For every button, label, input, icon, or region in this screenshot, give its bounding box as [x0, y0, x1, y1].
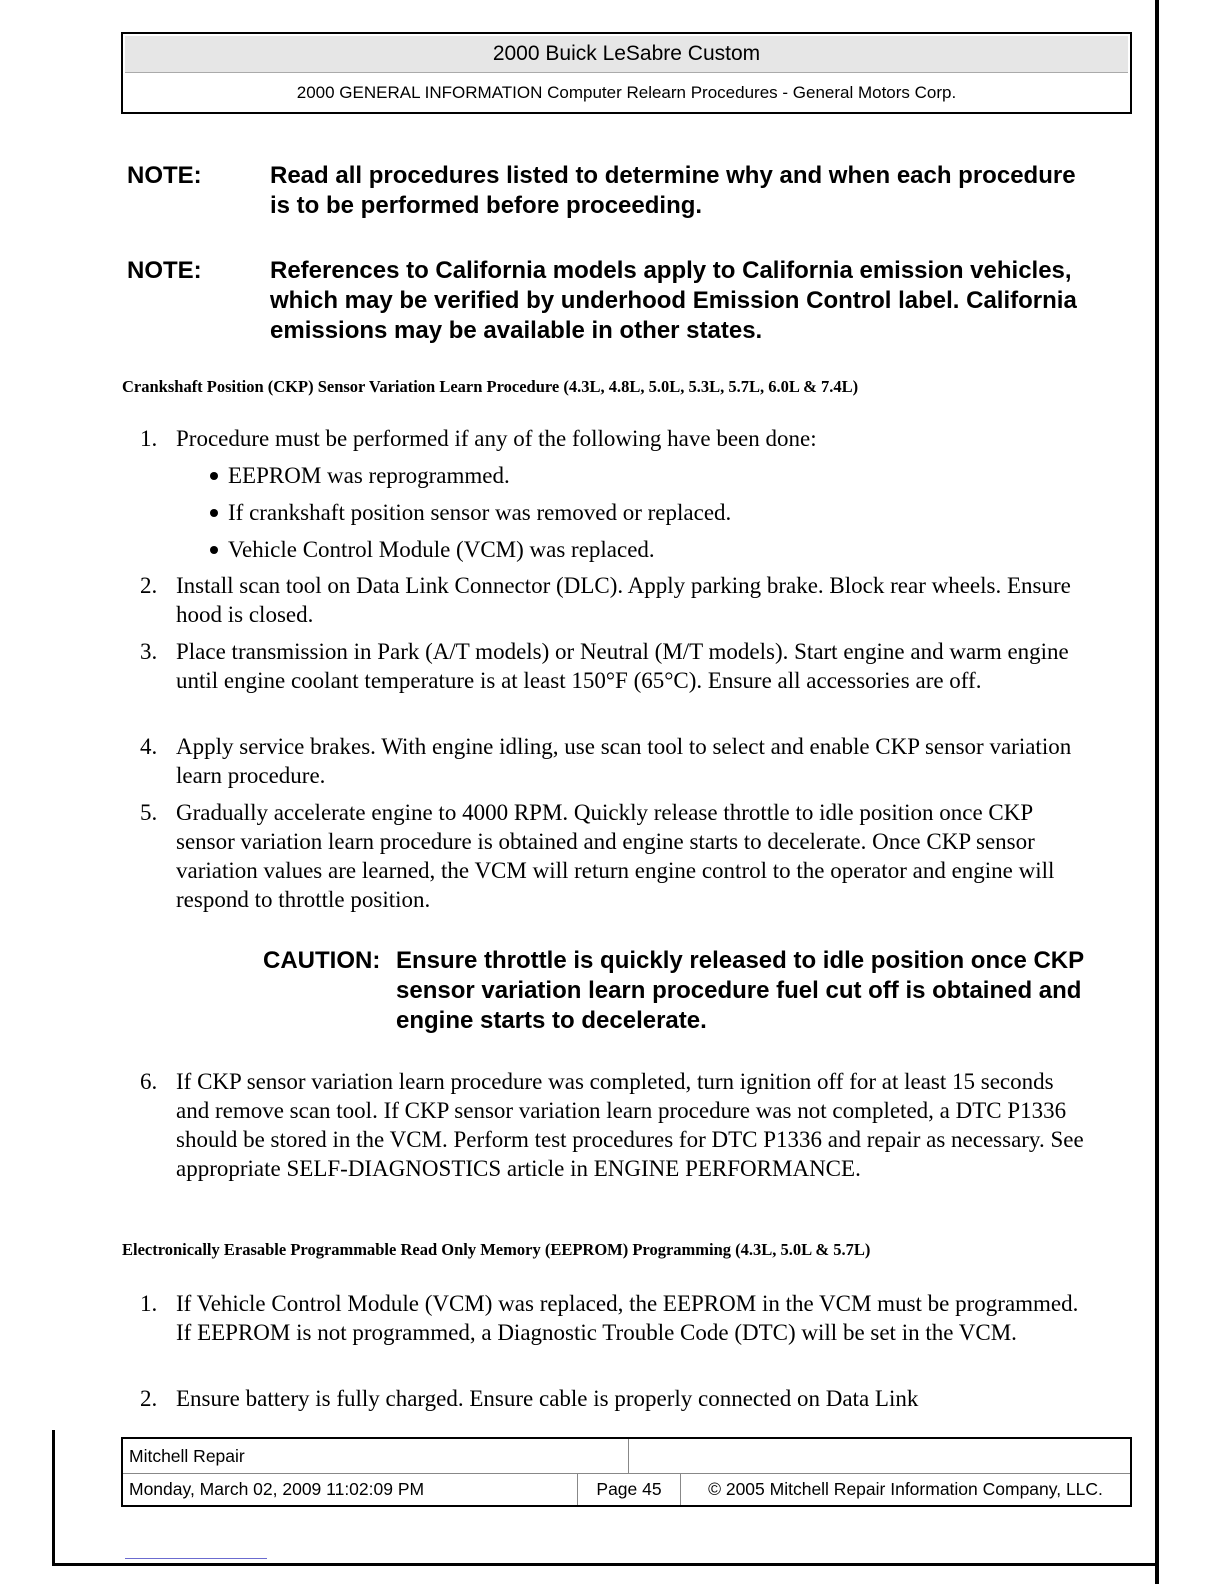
bullet-item	[210, 461, 510, 490]
page-border-right	[1155, 0, 1159, 1584]
caution-text: Ensure throttle is quickly released to idle position once CKP sensor variation learn procedure fuel cut off is obtained and engine starts to decelerate.	[396, 947, 1084, 1034]
bullet-icon	[210, 472, 218, 480]
bullet-text: If crankshaft position sensor was removed or replaced.	[228, 500, 732, 525]
note-label: NOTE:	[127, 257, 202, 284]
note-label: NOTE:	[127, 162, 202, 189]
footer-row-info	[123, 1474, 1130, 1505]
step-number: 1.	[140, 1291, 158, 1316]
bullet-icon	[210, 509, 218, 517]
step-number: 4.	[140, 734, 158, 759]
page-border-left	[52, 1430, 55, 1566]
step-number: 3.	[140, 639, 158, 664]
step-number: 5.	[140, 800, 158, 825]
step-text: Procedure must be performed if any of the following have been done:	[176, 426, 817, 451]
page-border-bottom	[52, 1563, 1159, 1566]
step-text: If CKP sensor variation learn procedure was completed, turn ignition off for at least 15 seconds and remove scan tool. If CKP sensor variation learn procedure was not completed, a DTC P1336 should be stored in the VCM. Perform test procedures for DTC P1336 and repair as necessary. See appropriate SELF-DIAGNOSTICS article in ENGINE PERFORMANCE.	[176, 1069, 1084, 1181]
step-text: Ensure battery is fully charged. Ensure cable is properly connected on Data Link	[176, 1386, 919, 1411]
bullet-icon	[210, 546, 218, 554]
step-number: 2.	[140, 573, 158, 598]
note-text: Read all procedures listed to determine why and when each procedure is to be performed before proceeding.	[270, 162, 1076, 219]
step-number: 1.	[140, 426, 158, 451]
bottom-link-line	[125, 1558, 267, 1559]
footer-row-brand	[123, 1439, 1130, 1474]
bullet-text: Vehicle Control Module (VCM) was replaced.	[228, 537, 655, 562]
document-footer	[121, 1437, 1132, 1507]
footer-copyright: © 2005 Mitchell Repair Information Company, LLC.	[708, 1479, 1103, 1499]
note-text: References to California models apply to California emission vehicles, which may be verified by underhood Emission Control label. California emissions may be available in other states.	[270, 257, 1077, 344]
section-title-eeprom: Electronically Erasable Programmable Read Only Memory (EEPROM) Programming (4.3L, 5.0L & 5.7L)	[122, 1240, 871, 1259]
step-number: 2.	[140, 1386, 158, 1411]
bullet-item	[210, 498, 731, 527]
step-text: If Vehicle Control Module (VCM) was replaced, the EEPROM in the VCM must be programmed. If EEPROM is not programmed, a Diagnostic Trouble Code (DTC) will be set in the VCM.	[176, 1291, 1079, 1345]
bullet-text: EEPROM was reprogrammed.	[228, 463, 510, 488]
caution-label: CAUTION:	[263, 947, 381, 974]
document-header	[121, 32, 1132, 114]
section-title-ckp: Crankshaft Position (CKP) Sensor Variation Learn Procedure (4.3L, 4.8L, 5.0L, 5.3L, 5.7L, 6.0L & 7.4L)	[122, 377, 859, 396]
step-text: Place transmission in Park (A/T models) or Neutral (M/T models). Start engine and warm engine until engine coolant temperature is at least 150°F (65°C). Ensure all accessories are off.	[176, 639, 1069, 693]
footer-date: Monday, March 02, 2009 11:02:09 PM	[123, 1474, 578, 1505]
step-text: Gradually accelerate engine to 4000 RPM. Quickly release throttle to idle position once CKP sensor variation learn procedure is obtained and engine starts to decelerate. Once CKP sensor variation values are learned, the VCM will return engine control to the operator and engine will respond to throttle position.	[176, 800, 1055, 912]
footer-brand: Mitchell Repair	[123, 1439, 629, 1473]
bullet-item	[210, 535, 655, 564]
footer-page-number: Page 45	[578, 1474, 681, 1505]
document-subtitle: 2000 GENERAL INFORMATION Computer Relearn Procedures - General Motors Corp.	[296, 83, 957, 102]
document-title: 2000 Buick LeSabre Custom	[125, 36, 1128, 73]
step-text: Apply service brakes. With engine idling, use scan tool to select and enable CKP sensor variation learn procedure.	[176, 734, 1072, 788]
step-number: 6.	[140, 1069, 158, 1094]
step-text: Install scan tool on Data Link Connector (DLC). Apply parking brake. Block rear wheels. Ensure hood is closed.	[176, 573, 1071, 627]
